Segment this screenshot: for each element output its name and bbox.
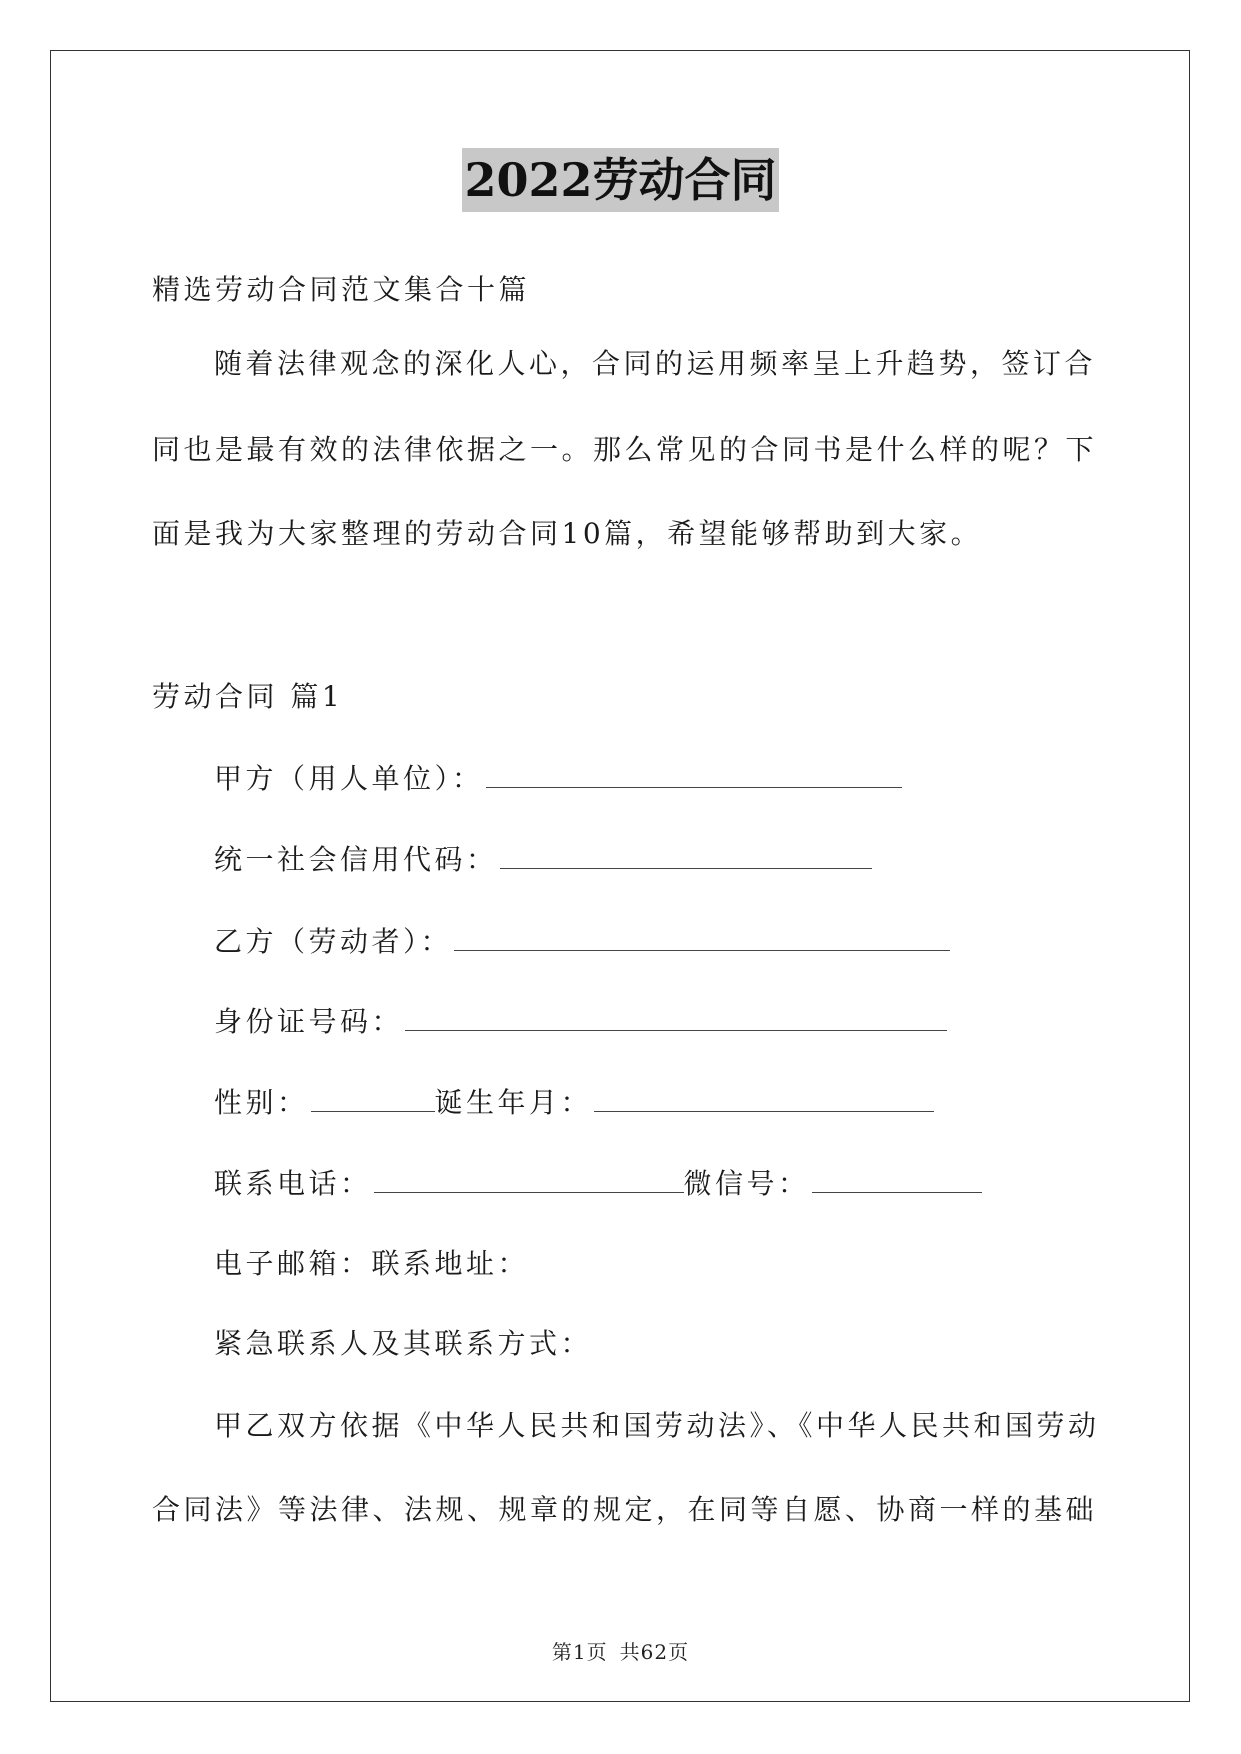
page-footer <box>0 1638 1241 1666</box>
field-credit-code <box>214 838 872 880</box>
party-b-blank <box>454 920 950 951</box>
field-birth-label: 诞生年月： <box>434 1086 593 1119</box>
section-heading: 劳动合同 篇1 <box>152 680 344 713</box>
credit-code-blank <box>500 838 872 869</box>
intro-line-1: 随着法律观念的深化人心，合同的运用频率呈上升趋势，签订合 <box>214 347 1097 380</box>
wechat-blank <box>812 1162 982 1193</box>
id-number-blank <box>405 1000 947 1031</box>
body-line-1: 甲乙双方依据《中华人民共和国劳动法》、《中华人民共和国劳动 <box>214 1409 1100 1442</box>
document-subtitle: 精选劳动合同范文集合十篇 <box>152 273 531 306</box>
body-line-2: 合同法》等法律、法规、规章的规定，在同等自愿、协商一样的基础 <box>152 1493 1098 1526</box>
field-wechat-label: 微信号： <box>683 1167 810 1200</box>
field-phone-label: 联系电话： <box>214 1167 372 1200</box>
intro-line-3: 面是我为大家整理的劳动合同10篇，希望能够帮助到大家。 <box>152 517 983 550</box>
gender-blank <box>311 1081 435 1112</box>
field-credit-code-label: 统一社会信用代码： <box>214 843 498 876</box>
field-party-b <box>214 920 950 962</box>
document-title: 2022劳动合同 <box>462 148 778 212</box>
birth-blank <box>594 1081 934 1112</box>
party-a-blank <box>486 757 902 788</box>
footer-page-number: 第1页 <box>551 1640 608 1664</box>
field-emergency-contact: 紧急联系人及其联系方式： <box>214 1327 593 1360</box>
field-email-address: 电子邮箱：联系地址： <box>214 1247 530 1280</box>
title-container <box>0 148 1241 212</box>
field-party-b-label: 乙方（劳动者）： <box>214 925 453 958</box>
field-party-a-label: 甲方（用人单位）： <box>214 762 484 795</box>
field-id-number <box>214 1000 947 1042</box>
field-phone-wechat <box>214 1162 982 1204</box>
footer-total-pages: 共62页 <box>619 1640 690 1664</box>
field-gender-label: 性别： <box>214 1086 309 1119</box>
phone-blank <box>374 1162 684 1193</box>
field-gender-birth <box>214 1081 934 1123</box>
field-id-number-label: 身份证号码： <box>214 1005 404 1038</box>
field-party-a <box>214 757 902 799</box>
intro-line-2: 同也是最有效的法律依据之一。那么常见的合同书是什么样的呢？下 <box>152 433 1098 466</box>
